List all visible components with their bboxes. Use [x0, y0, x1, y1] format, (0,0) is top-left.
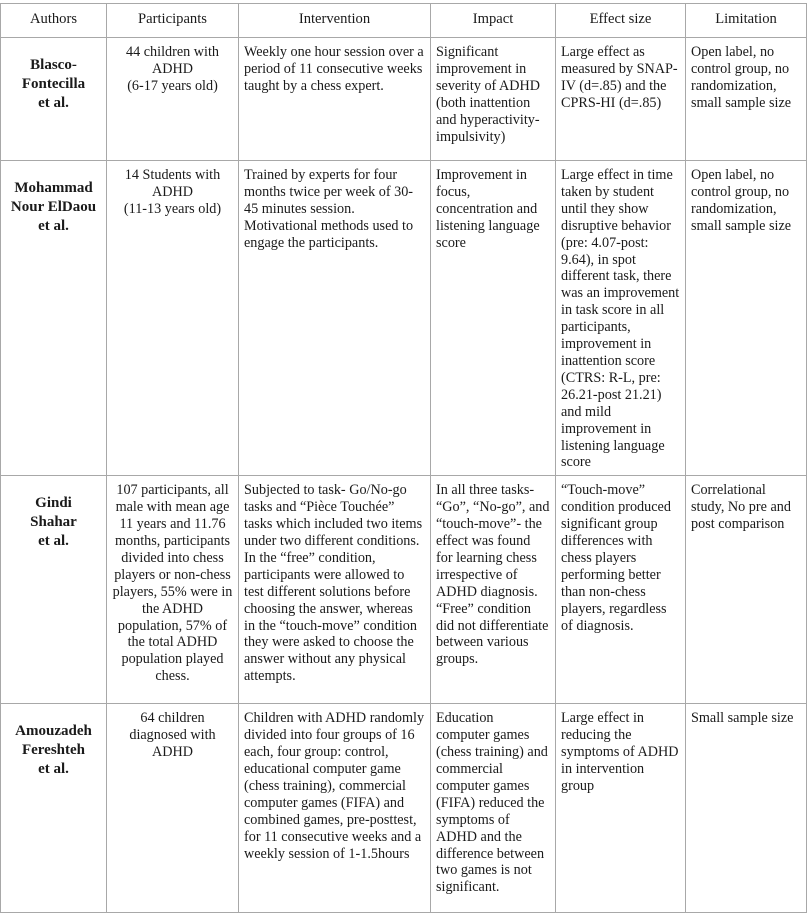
participants-cell — [107, 476, 239, 704]
participants-line: (11-13 years old) — [123, 200, 222, 217]
participants-cell — [107, 161, 239, 476]
author-cell — [1, 476, 107, 704]
participants-cell — [107, 38, 239, 161]
effect-size-cell: Large effect in time taken by student until they show disruptive behavior (pre: 4.07-post: 9.64), in spot different task, there was an improvement in task score in all participants, improvement in inattention score (CTRS: R-L, pre: 26.21-post 21.21) and mild improvement in listening language score — [556, 161, 686, 476]
author-line: Fereshteh — [21, 742, 86, 759]
participants-line: (6-17 years old) — [127, 77, 218, 94]
author-line: Mohammad — [14, 180, 93, 196]
limitation-cell: Small sample size — [686, 704, 807, 913]
impact-cell: In all three tasks- “Go”, “No-go”, and “touch-move”- the effect was found for learning chess irrespective of ADHD diagnosis. “Free” condition did not differentiate between various groups. — [431, 476, 556, 704]
participants-cell — [107, 704, 239, 913]
impact-cell: Significant improvement in severity of ADHD (both inattention and hyperactivity-impulsivity) — [431, 38, 556, 161]
author-line: et al. — [38, 533, 69, 550]
authors-header: Authors — [1, 4, 107, 38]
author-cell — [1, 704, 107, 913]
header-row — [1, 4, 807, 38]
participants-text: 107 participants, all male with mean age 11 years and 11.76 months, participants divided into chess players or non-chess players, 55% were in the ADHD population, 57% of the total ADHD population played chess. — [112, 482, 233, 685]
impact-header: Impact — [431, 4, 556, 38]
author-line: Nour ElDaou — [10, 199, 97, 215]
table-row — [1, 704, 807, 913]
limitation-cell: Open label, no control group, no randomization, small sample size — [686, 38, 807, 161]
table-row — [1, 476, 807, 704]
table-row — [1, 161, 807, 476]
author-line: Gindi — [35, 495, 72, 512]
effect-size-cell: “Touch-move” condition produced significant group differences with chess players performing better than non-chess players, regardless of diagnosis. — [556, 476, 686, 704]
effect-size-header: Effect size — [556, 4, 686, 38]
participants-line: ADHD — [152, 183, 193, 200]
limitation-header: Limitation — [686, 4, 807, 38]
participants-line: 44 children with — [126, 44, 219, 60]
participants-line: 14 Students with — [124, 167, 221, 183]
intervention-header: Intervention — [239, 4, 431, 38]
author-line: Fontecilla — [21, 76, 86, 92]
participants-line: ADHD — [152, 744, 193, 761]
participants-line: 64 children — [140, 710, 205, 727]
participants-line: diagnosed with — [129, 727, 216, 744]
intervention-cell: Trained by experts for four months twice per week of 30-45 minutes session. Motivational methods used to engage the participants. — [239, 161, 431, 476]
author-cell — [1, 38, 107, 161]
author-line: et al. — [38, 218, 69, 234]
author-line: et al. — [38, 95, 69, 111]
participants-header: Participants — [107, 4, 239, 38]
author-line: Blasco- — [30, 57, 77, 73]
participants-line: ADHD — [152, 60, 193, 77]
limitation-cell: Correlational study, No pre and post comparison — [686, 476, 807, 704]
intervention-cell: Children with ADHD randomly divided into four groups of 16 each, four group: control, educational computer game (chess training), commercial computer games (FIFA) and combined games, pre-posttest, for 11 consecutive weeks and a weekly session of 1-1.5hours — [239, 704, 431, 913]
table-row — [1, 38, 807, 161]
intervention-cell: Subjected to task- Go/No-go tasks and “Pièce Touchée” tasks which included two items under two different conditions. In the “free” condition, participants were allowed to test different solutions before choosing the answer, whereas in the “touch-move” condition they were asked to choose the answer without any physical attempts. — [239, 476, 431, 704]
studies-table — [0, 3, 807, 913]
author-line: Amouzadeh — [15, 723, 92, 740]
intervention-cell: Weekly one hour session over a period of 11 consecutive weeks taught by a chess expert. — [239, 38, 431, 161]
impact-cell: Education computer games (chess training) and commercial computer games (FIFA) reduced the symptoms of ADHD and the difference between two games is not significant. — [431, 704, 556, 913]
author-cell — [1, 161, 107, 476]
effect-size-cell: Large effect as measured by SNAP-IV (d=.85) and the CPRS-HI (d=.85) — [556, 38, 686, 161]
author-line: Shahar — [30, 514, 77, 531]
limitation-cell: Open label, no control group, no randomization, small sample size — [686, 161, 807, 476]
impact-cell: Improvement in focus, concentration and listening language score — [431, 161, 556, 476]
effect-size-cell: Large effect in reducing the symptoms of ADHD in intervention group — [556, 704, 686, 913]
author-line: et al. — [38, 761, 69, 778]
